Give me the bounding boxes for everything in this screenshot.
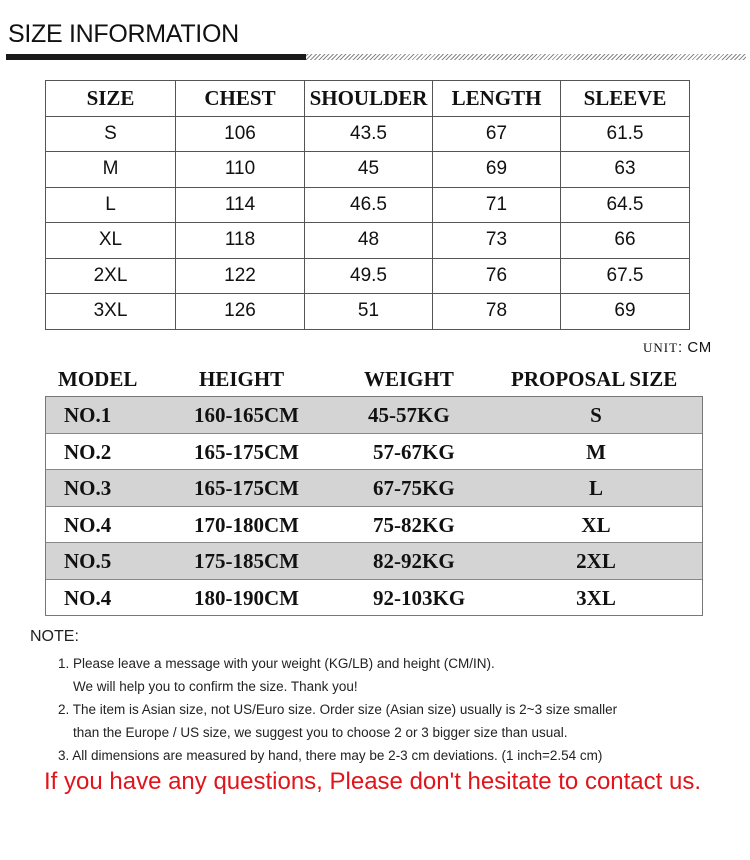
cell-sleeve: 64.5 <box>561 187 690 223</box>
cell-model: NO.4 <box>64 585 112 610</box>
cell-shoulder: 45 <box>305 152 433 188</box>
cell-height: 170-180CM <box>194 512 299 537</box>
cell-length: 71 <box>433 187 561 223</box>
cell-height: 165-175CM <box>194 439 299 464</box>
note-line: 1. Please leave a message with your weight (KG/LB) and height (CM/IN). <box>58 656 495 671</box>
cell-model: NO.3 <box>64 476 112 500</box>
note-line: 2. The item is Asian size, not US/Euro size. Order size (Asian size) usually is 2~3 size smaller <box>58 702 618 717</box>
model-table <box>45 396 703 616</box>
cell-chest: 122 <box>176 258 305 294</box>
cell-proposal-size: 3XL <box>576 585 616 610</box>
table-row <box>46 258 690 294</box>
cell-chest: 114 <box>176 187 305 223</box>
cell-length: 78 <box>433 294 561 330</box>
cell-model: NO.2 <box>64 439 112 464</box>
cell-weight: 75-82KG <box>373 512 455 537</box>
cell-length: 73 <box>433 223 561 259</box>
note-line: than the Europe / US size, we suggest you to choose 2 or 3 bigger size than usual. <box>73 725 568 740</box>
table-row <box>46 580 702 616</box>
cell-proposal-size: 2XL <box>576 549 616 573</box>
cell-shoulder: 46.5 <box>305 187 433 223</box>
note-list <box>58 652 617 767</box>
unit-separator: : <box>678 339 683 356</box>
title-underline-solid <box>6 54 306 60</box>
cell-shoulder: 51 <box>305 294 433 330</box>
table-row <box>46 116 690 152</box>
cell-proposal-size: L <box>588 476 603 500</box>
cell-size: 2XL <box>46 258 176 294</box>
cell-height: 160-165CM <box>194 403 299 427</box>
cell-model: NO.5 <box>64 549 112 573</box>
cell-shoulder: 49.5 <box>305 258 433 294</box>
cell-weight: 92-103KG <box>373 585 466 610</box>
header-shoulder: SHOULDER <box>305 81 433 117</box>
table-row <box>46 187 690 223</box>
cell-length: 67 <box>433 116 561 152</box>
cell-weight: 67-75KG <box>373 476 455 500</box>
unit-label: UNIT <box>643 340 679 355</box>
cell-chest: 110 <box>176 152 305 188</box>
header-sleeve: SLEEVE <box>561 81 690 117</box>
unit-value: CM <box>687 339 712 356</box>
model-table-header <box>0 367 750 393</box>
cell-chest: 118 <box>176 223 305 259</box>
cell-model: NO.4 <box>64 512 112 537</box>
table-row <box>46 294 690 330</box>
cell-chest: 126 <box>176 294 305 330</box>
size-table-header <box>46 81 690 117</box>
header-proposal-size: PROPOSAL SIZE <box>511 367 678 391</box>
note-heading: NOTE: <box>30 628 79 645</box>
cell-weight: 57-67KG <box>373 439 455 464</box>
table-row <box>46 470 702 507</box>
cell-sleeve: 66 <box>561 223 690 259</box>
cell-sleeve: 63 <box>561 152 690 188</box>
cell-sleeve: 67.5 <box>561 258 690 294</box>
header-chest: CHEST <box>176 81 305 117</box>
header-length: LENGTH <box>433 81 561 117</box>
cell-size: L <box>46 187 176 223</box>
cell-height: 175-185CM <box>194 549 299 573</box>
note-line: We will help you to confirm the size. Thank you! <box>73 679 358 694</box>
cell-sleeve: 61.5 <box>561 116 690 152</box>
cell-weight: 45-57KG <box>368 403 450 427</box>
cell-size: XL <box>46 223 176 259</box>
table-row <box>46 434 702 471</box>
cell-length: 76 <box>433 258 561 294</box>
header-height: HEIGHT <box>199 367 285 391</box>
contact-message: If you have any questions, Please don't hesitate to contact us. <box>44 768 701 795</box>
table-row <box>46 152 690 188</box>
table-row <box>46 397 702 434</box>
cell-size: S <box>46 116 176 152</box>
header-model: MODEL <box>58 367 138 391</box>
table-row <box>46 543 702 580</box>
cell-height: 165-175CM <box>194 476 299 500</box>
cell-chest: 106 <box>176 116 305 152</box>
size-table <box>45 80 690 330</box>
table-row <box>46 507 702 544</box>
cell-shoulder: 43.5 <box>305 116 433 152</box>
cell-length: 69 <box>433 152 561 188</box>
cell-size: 3XL <box>46 294 176 330</box>
cell-size: M <box>46 152 176 188</box>
cell-proposal-size: S <box>590 403 602 427</box>
cell-proposal-size: XL <box>581 512 611 537</box>
cell-model: NO.1 <box>64 403 112 427</box>
cell-proposal-size: M <box>586 439 606 464</box>
cell-sleeve: 69 <box>561 294 690 330</box>
header-weight: WEIGHT <box>364 367 454 391</box>
header-size: SIZE <box>46 81 176 117</box>
unit-note <box>643 339 712 356</box>
note-line: 3. All dimensions are measured by hand, there may be 2-3 cm deviations. (1 inch=2.54 cm) <box>58 748 603 763</box>
table-row <box>46 223 690 259</box>
cell-height: 180-190CM <box>194 585 299 610</box>
cell-shoulder: 48 <box>305 223 433 259</box>
page-title: SIZE INFORMATION <box>8 20 239 48</box>
cell-weight: 82-92KG <box>373 549 455 573</box>
